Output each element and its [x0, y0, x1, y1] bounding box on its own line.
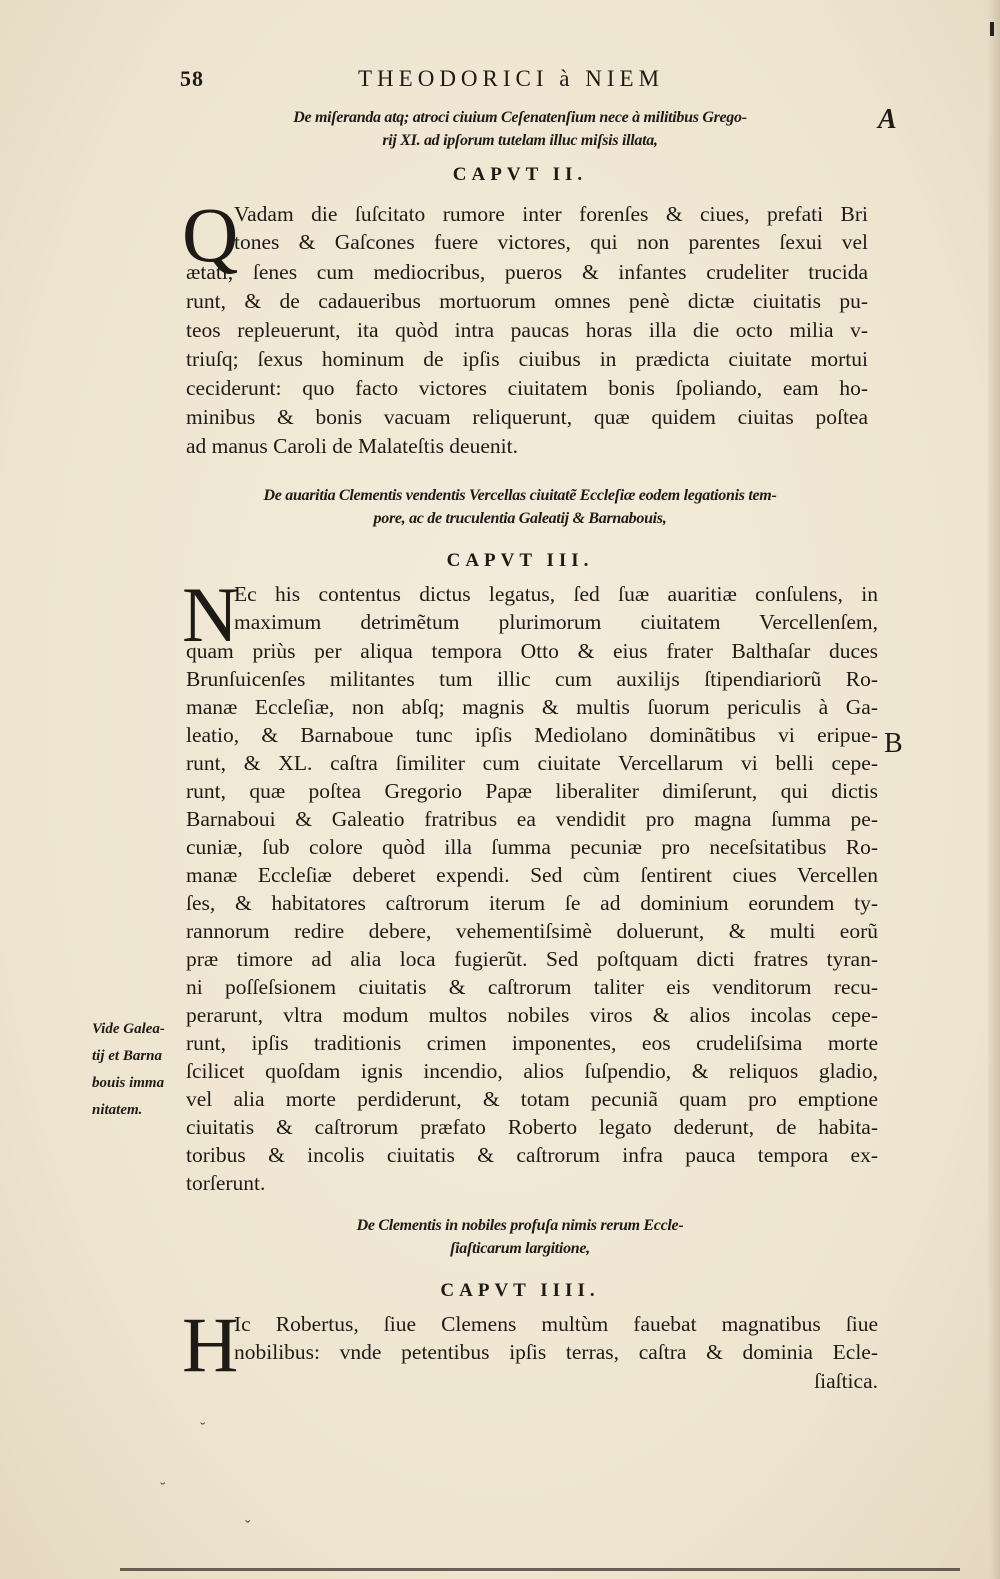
text-line: cuniæ, ſub colore quòd illa ſumma pecuniæ pro neceſsitatibus Ro-: [186, 835, 878, 859]
text-line: Brunſuicenſes militantes tum illic cum auxilijs ſtipendiariorũ Ro-: [186, 667, 878, 691]
running-head: THEODORICI à NIEM: [358, 66, 665, 91]
text-line: ætati, ſenes cum mediocribus, pueros & infantes crudeliter trucida: [186, 260, 868, 284]
rubric-line: De Clementis in nobiles profuſa nimis rerum Eccle-: [356, 1217, 684, 1234]
text-line: Vadam die ſuſcitato rumore inter forenſes & ciues, prefati Bri: [234, 202, 868, 226]
text-line: præ timore ad alia loca fugierũt. Sed poſtquam dicti fratres tyran-: [186, 947, 878, 971]
chapter-rubric: [260, 1214, 780, 1260]
chapter-text: [186, 1310, 878, 1393]
text-line: manæ Eccleſiæ, non abſq; magnis & multis ſuorum periculis à Ga-: [186, 695, 878, 719]
rubric-line: rij XI. ad ipſorum tutelam illuc miſsis illata,: [382, 132, 658, 149]
text-line: tones & Gaſcones fuere victores, qui non parentes ſexui vel: [234, 230, 868, 254]
text-line: vel alia morte perdiderunt, & totam pecuniã quam pro emptione: [186, 1087, 878, 1111]
text-line: leatio, & Barnaboue tunc ipſis Mediolano dominãtibus vi eripue-: [186, 723, 878, 747]
text-line: ſcilicet quoſdam ignis incendio, alios ſuſpendio, & reliquos gladio,: [186, 1059, 878, 1083]
text-line: runt, quæ poſtea Gregorio Papæ liberaliter dimiſerunt, qui dictis: [186, 779, 878, 803]
text-line: runt, ipſis traditionis crimen imponentes, eos crudeliſsima morte: [186, 1031, 878, 1055]
text-line: triuſq; ſexus hominum de ipſis ciuibus in prædicta ciuitate mortui: [186, 347, 868, 371]
page-number: 58: [180, 66, 204, 91]
drop-initial: H: [182, 1301, 239, 1388]
chapter-heading: CAPVT III.: [446, 550, 594, 571]
rubric-line: ſiaſticarum largitione,: [450, 1240, 590, 1257]
chapter-heading: CAPVT II.: [452, 164, 588, 185]
margin-note-line: Vide Galea-: [92, 1021, 165, 1037]
rubric-line: pore, ac de truculentia Galeatij & Barnabouis,: [373, 510, 667, 527]
text-line: ſiaſtica.: [814, 1369, 878, 1393]
text-line: Barnaboui & Galeatio fratribus ea vendidit pro magna ſumma pe-: [186, 807, 878, 831]
text-line: Ec his contentus dictus legatus, ſed ſuæ auaritiæ conſulens, in: [234, 582, 878, 606]
rubric-line: De auaritia Clementis vendentis Vercellas ciuitatẽ Eccleſiæ eodem legationis tem-: [263, 487, 777, 504]
chapter-text: [186, 200, 868, 460]
margin-marker-b: B: [884, 728, 903, 759]
text-line: ni poſſeſsionem ciuitatis & caſtrorum taliter eis venditorum recu-: [186, 975, 878, 999]
text-line: runt, & XL. caſtra ſimiliter cum ciuitate Vercellarum vi belli cepe-: [186, 751, 878, 775]
text-line: quam priùs per aliqua tempora Otto & eius frater Balthaſar duces: [186, 639, 878, 663]
chapter-heading: CAPVT IIII.: [440, 1280, 600, 1301]
text-line: rannorum redire debere, vehementiſsimè doluerunt, & multi eorũ: [186, 919, 878, 943]
text-line: torſerunt.: [186, 1171, 266, 1195]
text-line: teos repleuerunt, ita quòd intra paucas horas illa die octo milia v-: [186, 318, 868, 342]
scan-mark: [990, 22, 994, 36]
margin-note-line: tij et Barna: [92, 1048, 163, 1064]
ink-speck: ˘: [200, 1420, 206, 1437]
bottom-rule: [120, 1568, 960, 1571]
text-line: runt, & de cadaueribus mortuorum omnes penè dictæ ciuitatis pu-: [186, 289, 868, 313]
text-line: ad manus Caroli de Malateſtis deuenit.: [186, 434, 518, 458]
text-line: perarunt, vltra modum multos nobiles viros & alios incolas cepe-: [186, 1003, 878, 1027]
text-line: maximum detrimẽtum plurimorum ciuitatem Vercellenſem,: [234, 610, 878, 634]
page-edge: [988, 0, 1000, 1579]
chapter-text: [186, 580, 878, 1210]
ink-speck: ˇ: [245, 1518, 251, 1535]
chapter-rubric: [240, 106, 800, 152]
text-line: ſes, & habitatores caſtrorum iterum ſe ad dominium eorundem ty-: [186, 891, 878, 915]
chapter-rubric: [200, 484, 840, 530]
margin-note-line: nitatem.: [92, 1102, 143, 1118]
text-line: ceciderunt: quo facto victores ciuitatem bonis ſpoliando, eam ho-: [186, 376, 868, 400]
margin-marker-a: A: [878, 104, 897, 135]
text-line: ciuitatis & caſtrorum præfato Roberto legato dederunt, de habita-: [186, 1115, 878, 1139]
page-header: [180, 66, 740, 96]
drop-initial: Q: [182, 191, 239, 278]
text-line: nobilibus: vnde petentibus ipſis terras, caſtra & dominia Ecle-: [234, 1340, 878, 1364]
text-line: toribus & incolis ciuitatis & caſtrorum infra pauca tempora ex-: [186, 1143, 878, 1167]
ink-speck: ˘: [160, 1480, 166, 1497]
rubric-line: De miſeranda atq; atroci ciuium Ceſenatenſium nece à militibus Grego-: [293, 109, 747, 126]
margin-note-line: bouis imma: [92, 1075, 165, 1091]
text-line: manæ Eccleſiæ deberet expendi. Sed cùm ſentirent ciues Vercellen: [186, 863, 878, 887]
drop-initial: N: [182, 571, 239, 658]
margin-note: [92, 1016, 184, 1124]
text-line: Ic Robertus, ſiue Clemens multùm fauebat magnatibus ſiue: [234, 1312, 878, 1336]
text-line: minibus & bonis vacuam reliquerunt, quæ quidem ciuitas poſtea: [186, 405, 868, 429]
